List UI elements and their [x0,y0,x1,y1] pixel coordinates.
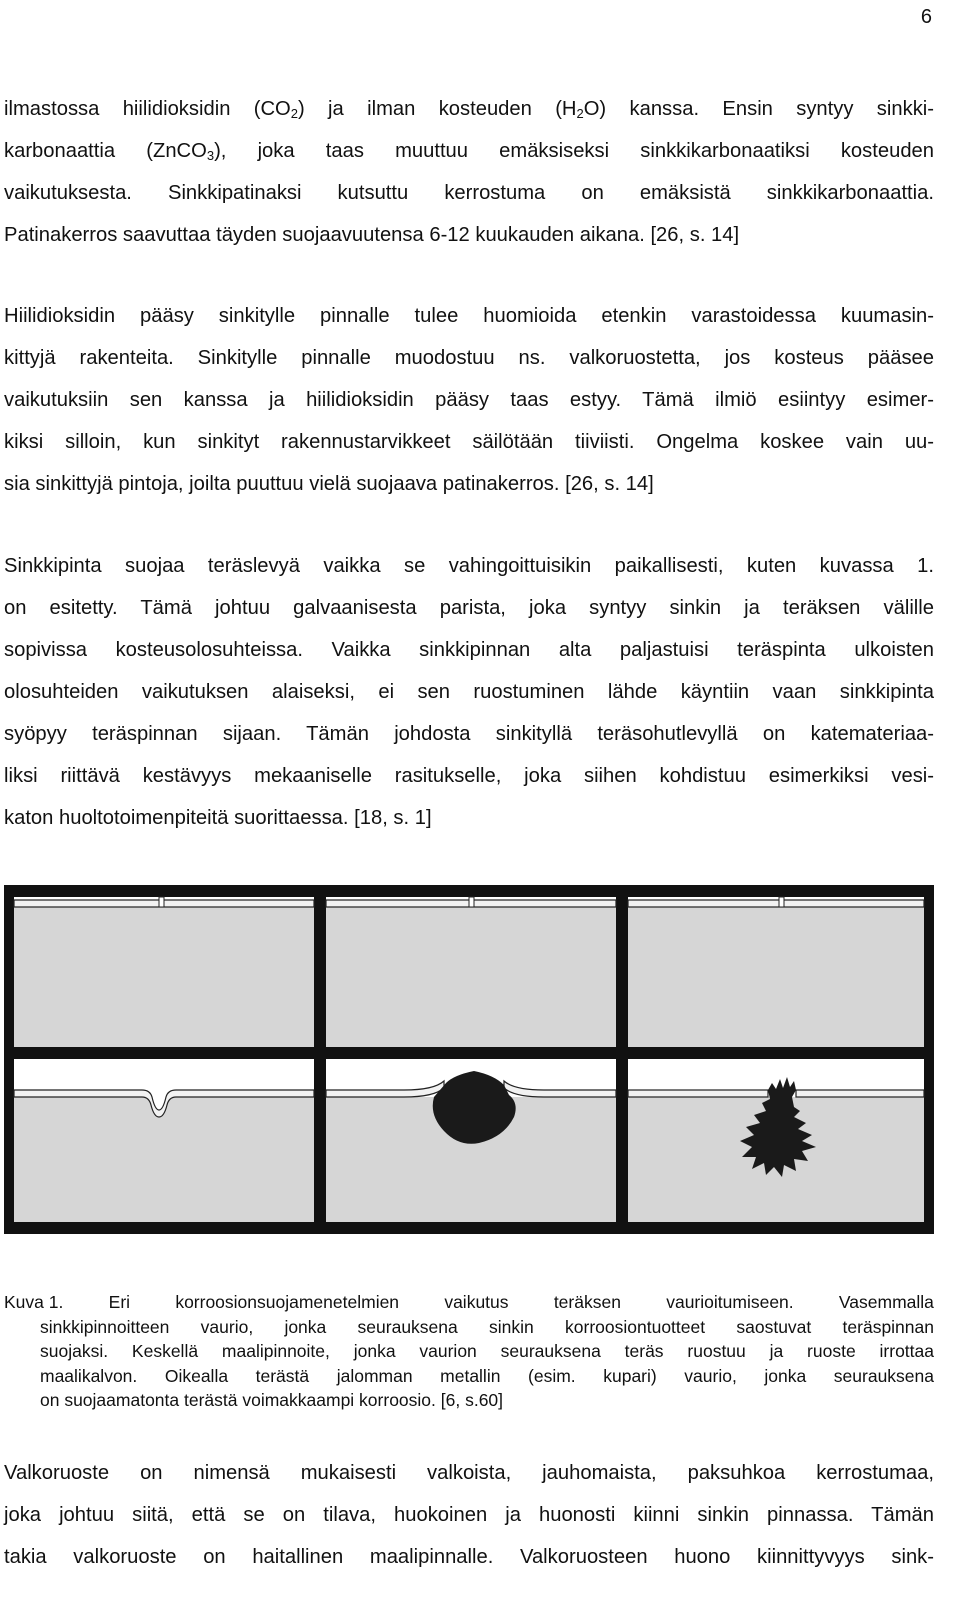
caption-line-5: on suojaamatonta terästä voimakkaampi korroosio. [6, s.60] [40,1390,504,1410]
paragraph-3-line-5: syöpyy teräspinnan sijaan. Tämän johdosta sinkityllä teräsohutlevyllä on katemateriaa- [4,723,934,745]
corrosion-figure [4,885,934,1234]
bottom-right-panel [628,1059,924,1222]
paragraph-3-line-6: liksi riittävä kestävyys mekaaniselle rasitukselle, joka siihen kohdistuu esimerkiksi vesi- [4,765,934,787]
paragraph-2-line-3: vaikutuksiin sen kanssa ja hiilidioksidin pääsy taas estyy. Tämä ilmiö esiintyy esimer- [4,389,934,411]
paragraph-3-line-4: olosuhteiden vaikutuksen alaiseksi, ei sen ruostuminen lähde käyntiin vaan sinkkipinta [4,681,934,703]
bottom-row [14,1059,924,1222]
figure-caption [4,1290,934,1413]
paragraph-2-line-4: kiksi silloin, kun sinkityt rakennustarvikkeet säilötään tiiviisti. Ongelma koskee vain uu- [4,431,934,453]
paragraph-1-line-4: Patinakerros saavuttaa täyden suojaavuutensa 6-12 kuukauden aikana. [26, s. 14] [4,224,740,246]
page-number: 6 [920,6,932,28]
steel-substrate [14,907,314,1047]
paragraph-2-line-2: kittyjä rakenteita. Sinkitylle pinnalle muodostuu ns. valkoruostetta, jos kosteus pääsee [4,347,934,369]
noble-metal-coating [628,900,924,907]
noble-metal-coating [796,1090,924,1097]
caption-line-3: suojaksi. Keskellä maalipinnoite, jonka vaurion seurauksena teräs ruostuu ja ruoste irrottaa [40,1341,934,1361]
top-row [14,897,924,1047]
steel-substrate [628,907,924,1047]
paragraph-1-line-3: vaikutuksesta. Sinkkipatinaksi kutsuttu kerrostuma on emäksistä sinkkikarbonaattia. [4,182,934,204]
top-middle-panel [326,897,616,1047]
caption-line-1: Kuva 1. Eri korroosionsuojamenetelmien vaikutus teräksen vaurioitumiseen. Vasemmalla [4,1290,934,1315]
paragraph-2-line-1: Hiilidioksidin pääsy sinkitylle pinnalle tulee huomioida etenkin varastoidessa kuumasin- [4,305,934,327]
corrosion-diagram [4,885,934,1234]
paragraph-1-line-1: ilmastossa hiilidioksidin $(CO_2)$ ja ilman kosteuden $(H_2O)$ kanssa. Ensin syntyy sinkki- [4,98,934,121]
paragraph-4-line-1: Valkoruoste on nimensä mukaisesti valkoista, jauhomaista, paksuhkoa kerrostumaa, [4,1462,934,1484]
top-left-panel [14,897,314,1047]
paragraph-2 [4,295,934,505]
paragraph-3-line-7: katon huoltotoimenpiteitä suorittaessa. [18, s. 1] [4,807,432,829]
bottom-middle-panel [326,1059,616,1222]
steel-substrate [326,907,616,1047]
paragraph-3-line-2: on esitetty. Tämä johtuu galvaanisesta parista, joka syntyy sinkin ja teräksen välille [4,597,934,619]
paragraph-1-line-2: karbonaattia (ZnCO$_3$), joka taas muuttuu emäksiseksi sinkkikarbonaatiksi kosteuden [4,140,934,163]
paragraph-2-line-5: sia sinkittyjä pintoja, joilta puuttuu vielä suojaava patinakerros. [26, s. 14] [4,473,654,495]
paragraph-4-line-3: takia valkoruoste on haitallinen maalipinnalle. Valkoruosteen huono kiinnittyvyys sink- [4,1546,934,1568]
noble-metal-coating [628,1090,768,1097]
bottom-left-panel [14,1059,314,1222]
top-right-panel [628,897,924,1047]
steel-substrate [14,1097,314,1222]
caption-line-4: maalikalvon. Oikealla terästä jalomman metallin (esim. kupari) vaurio, jonka seurauksena [40,1365,934,1386]
paragraph-3-line-3: sopivissa kosteusolosuhteissa. Vaikka sinkkipinnan alta paljastuisi teräspinta ulkoisten [4,639,934,661]
paragraph-1 [4,88,934,256]
paragraph-4-line-2: joka johtuu siitä, että se on tilava, huokoinen ja huonosti kiinni sinkin pinnassa. Tämän [4,1504,934,1526]
paragraph-3-line-1: Sinkkipinta suojaa teräslevyä vaikka se vahingoittuisikin paikallisesti, kuten kuvassa 1. [4,555,934,577]
caption-line-2: sinkkipinnoitteen vaurio, jonka seurauksena sinkin korroosiontuotteet saostuvat teräspinnan [40,1316,934,1337]
caption-label: Kuva 1. [4,1292,64,1312]
paragraph-4 [4,1452,934,1578]
paragraph-3 [4,545,934,839]
